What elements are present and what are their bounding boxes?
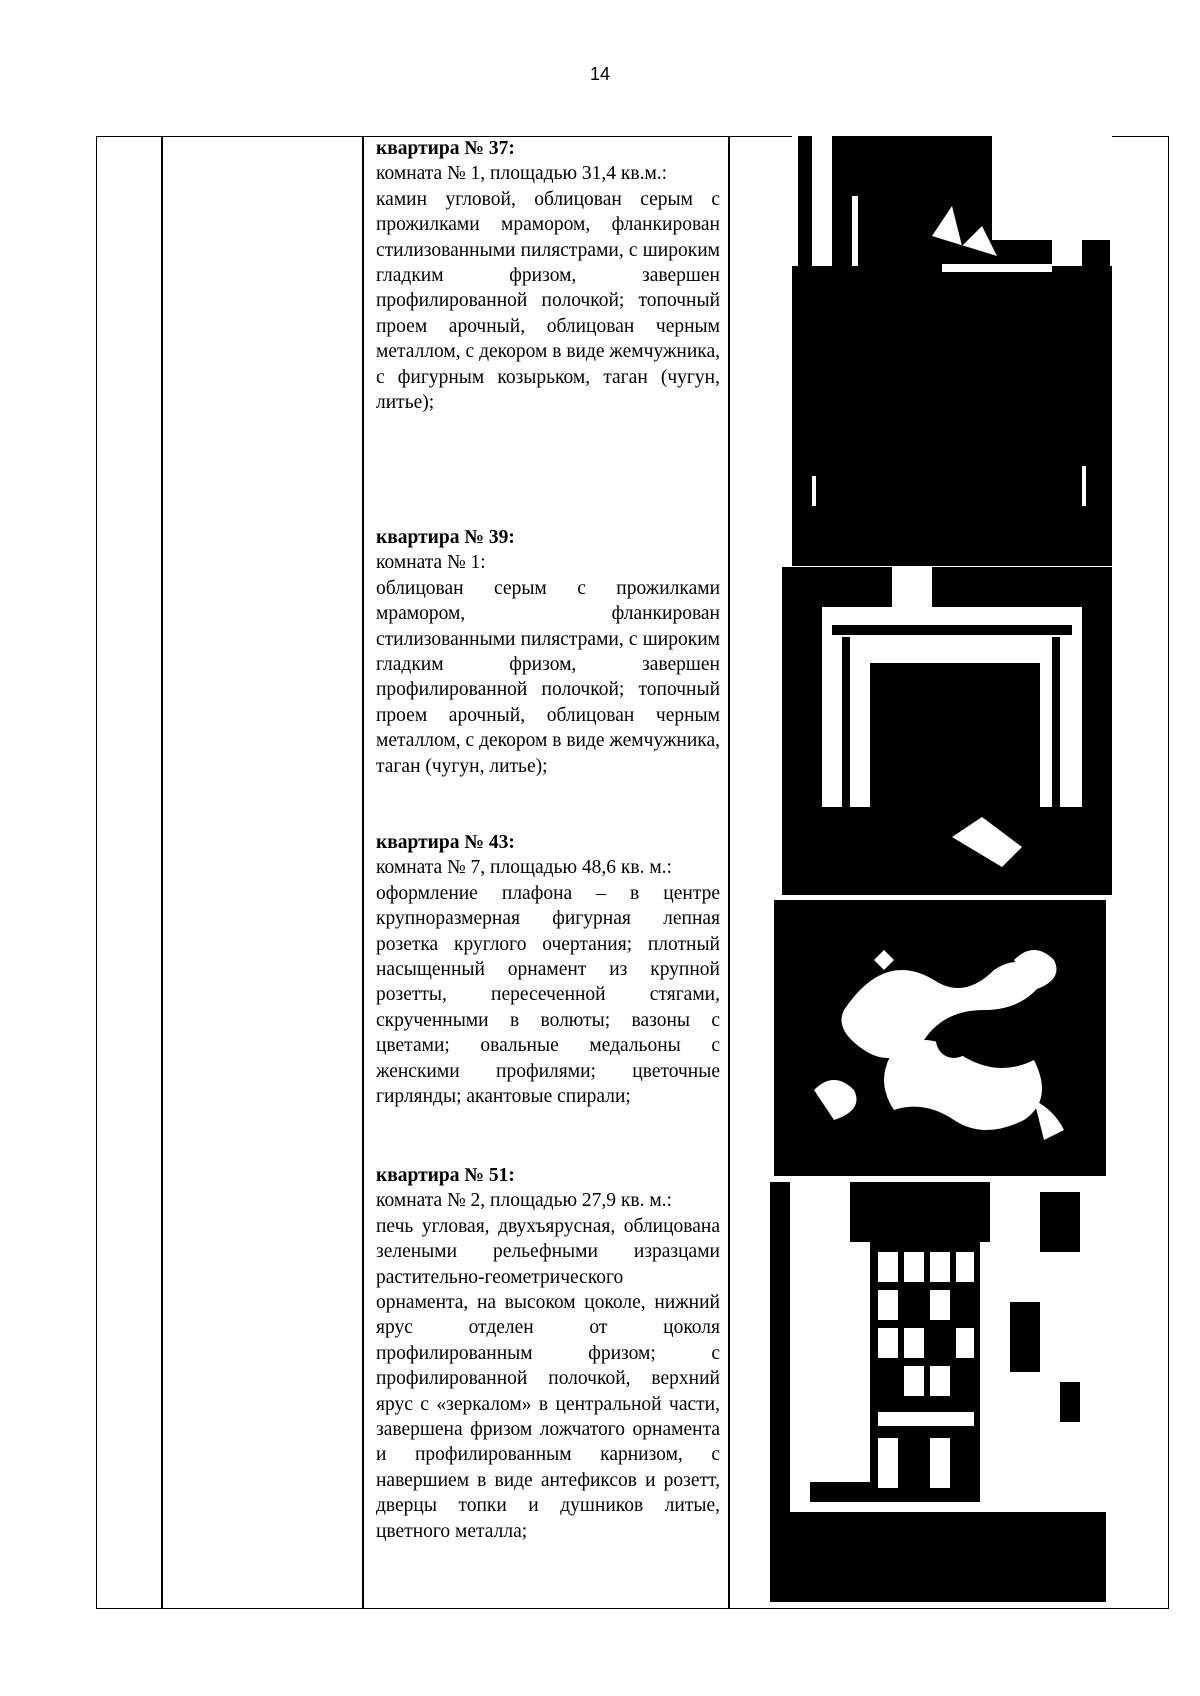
entry-title: квартира № 43: — [376, 832, 515, 853]
entry-title: квартира № 39: — [376, 527, 515, 548]
entry-title: квартира № 51: — [376, 1165, 515, 1186]
entry-subtitle: комната № 7, площадью 48,6 кв. м.: — [376, 857, 672, 879]
page-number: 14 — [589, 64, 611, 84]
fireplace-photo-apartment-39 — [782, 567, 1112, 895]
entry-subtitle: комната № 1, площадью 31,4 кв.м.: — [376, 163, 668, 185]
entry-body: оформление плафона – в центре крупноразмерная фигурная лепная розетка круглого очертания; плотный насыщенный орнамент из крупной розетты, пересеченной стягами, скрученными в волюты; вазоны с цветами; овальные медальоны с женскими профилями; цветочные гирлянды; акантовые спирали; — [376, 882, 720, 1108]
entry-body: облицован серым с прожилками мрамором, фланкирован стилизованными пилястрами, с широким гладким фризом, завершен профилированной полочкой; топочный проем арочный, облицован черным металлом, с декором в виде жемчужника, таган (чугун, литье); — [376, 577, 720, 777]
column-divider-3 — [728, 136, 730, 1609]
entry-title: квартира № 37: — [376, 138, 515, 159]
entry-apartment-43 — [376, 830, 720, 1109]
entry-body: печь угловая, двухъярусная, облицована зелеными рельефными изразцами растительно-геометрического орнамента, на высоком цоколе, нижний ярус отделен от цоколя профилированным фризом; с профилированной полочкой, верхний ярус с «зеркалом» в центральной части, завершена фризом ложчатого орнамента и профилированным карнизом, с навершием в виде антефиксов и розетт, дверцы топки и душников литые, цветного металла; — [376, 1215, 720, 1542]
entry-apartment-51 — [376, 1163, 720, 1544]
entry-subtitle: комната № 2, площадью 27,9 кв. м.: — [376, 1190, 672, 1212]
entry-apartment-39 — [376, 525, 720, 779]
entry-apartment-37 — [376, 136, 720, 415]
column-divider-1 — [161, 136, 163, 1609]
entry-body: камин угловой, облицован серым с прожилками мрамором, фланкирован стилизованными пилястрами, с широким гладким фризом, завершен профилированной полочкой; топочный проем арочный, облицован черным металлом, с декором в виде жемчужника, с фигурным козырьком, таган (чугун, литье); — [376, 188, 720, 414]
fireplace-photo-apartment-37 — [792, 136, 1112, 566]
ceiling-rosette-photo-apartment-43 — [774, 900, 1106, 1176]
tiled-stove-photo-apartment-51 — [770, 1182, 1106, 1602]
entry-subtitle: комната № 1: — [376, 552, 486, 574]
column-divider-2 — [362, 136, 364, 1609]
